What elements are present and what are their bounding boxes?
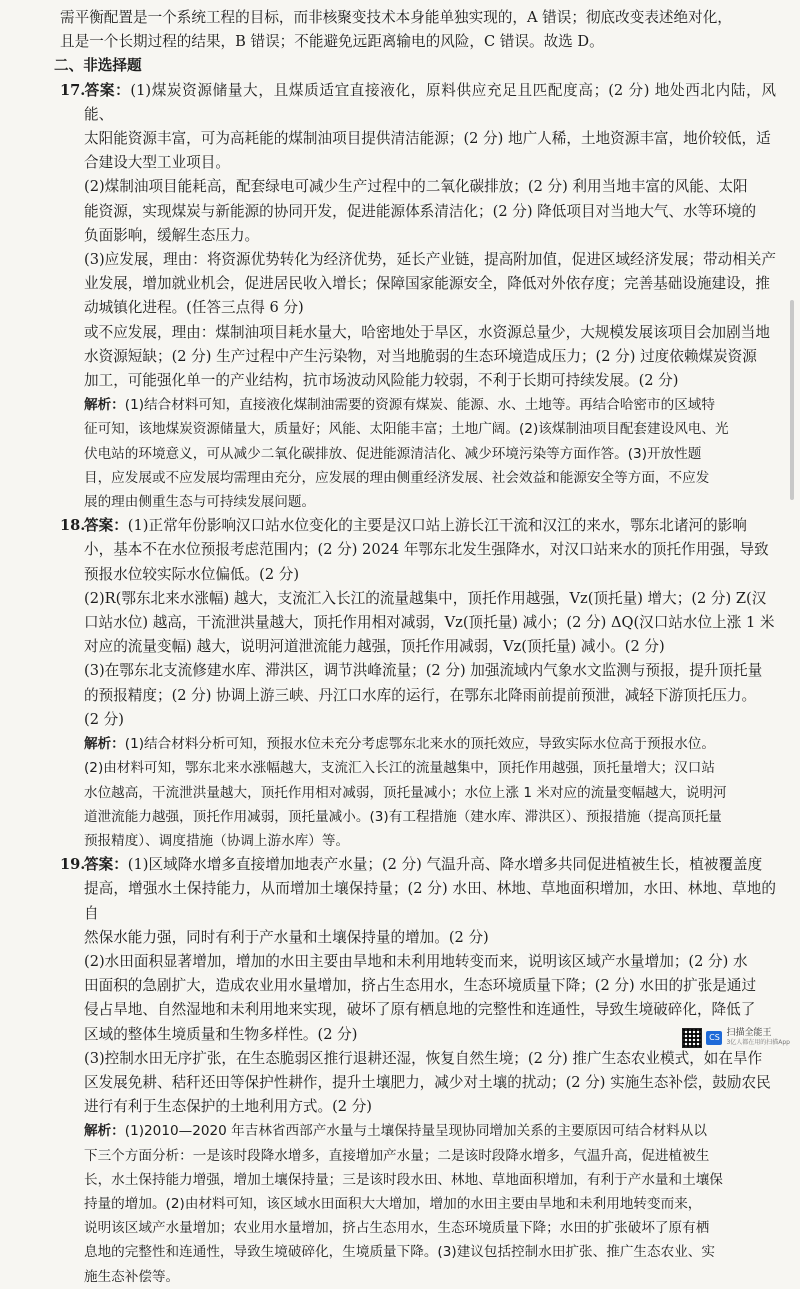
answer-line: 对应的流量变幅) 越大，说明河道泄流能力越强，顶托作用减弱，Vz(顶托量) 减小。(2 分) — [84, 638, 665, 656]
answer-line: 水资源短缺；(2 分) 生产过程中产生污染物，对当地脆弱的生态环境造成压力；(2 分) 过度依赖煤炭资源 — [84, 347, 757, 365]
answer-line: 的预报精度；(2 分) 协调上游三峡、丹江口水库的运行，在鄂东北降雨前提前预泄，减轻下游顶托压力。 — [84, 686, 757, 704]
answer-label: 答案： — [84, 517, 128, 535]
qr-code-icon — [682, 1028, 702, 1048]
analysis-line: 施生态补偿等。 — [84, 1268, 180, 1285]
answer-line: (3)应发展，理由：将资源优势转化为经济优势，延长产业链，提高附加值，促进区域经济发展；带动相关产 — [84, 251, 776, 269]
analysis-line: 下三个方面分析：一是该时段降水增多，直接增加产水量；二是该时段降水增多，气温升高，促进植被生 — [84, 1147, 710, 1164]
analysis-line: 道泄流能力越强，顶托作用减弱，顶托量减小。(3)有工程措施（建水库、滞洪区）、预报措施（提高顶托量 — [84, 808, 722, 825]
answer-line: 能资源，实现煤炭与新能源的协同开发，促进能源体系清洁化；(2 分) 降低项目对当地大气、水等环境的 — [84, 202, 757, 220]
answer-line: (3)在鄂东北支流修建水库、滞洪区，调节洪峰流量；(2 分) 加强流域内气象水文监测与预报，提升顶托量 — [84, 662, 763, 680]
scanner-watermark — [682, 1028, 790, 1048]
answer-line: 合建设大型工业项目。 — [84, 154, 230, 172]
question-19 — [60, 853, 776, 1289]
answer-line: 提高，增强水土保持能力，从而增加土壤保持量；(2 分) 水田、林地、草地面积增加，水田、林地、草地的自 — [84, 880, 776, 922]
question-number: 17. — [60, 81, 86, 99]
question-number: 19. — [60, 856, 86, 874]
section-title: 二、非选择题 — [54, 57, 142, 75]
answer-line: 小，基本不在水位预报考虑范围内；(2 分) 2024 年鄂东北发生强降水，对汉口站来水的顶托作用强，导致 — [84, 541, 769, 559]
answer-line: 侵占旱地、自然湿地和未利用地来实现，破坏了原有栖息地的完整性和连通性，导致生境破碎化，降低了 — [84, 1001, 756, 1019]
answer-line: (2)水田面积显著增加，增加的水田主要由旱地和未利用地转变而来，说明该区域产水量增加；(2 分) 水 — [84, 952, 748, 970]
question-17 — [60, 79, 776, 515]
analysis-line: 伏电站的环境意义，可从减少二氧化碳排放、促进能源清洁化、减少环境污染等方面作答。(3)开放性题 — [84, 445, 702, 462]
watermark-text — [726, 1028, 790, 1048]
analysis-label: 解析： — [84, 397, 125, 414]
analysis-line: 说明该区域产水量增加；农业用水量增加，挤占生态用水，生态环境质量下降；水田的扩张破坏了原有栖 — [84, 1220, 710, 1237]
intro-line-2: 且是一个长期过程的结果，B 错误；不能避免远距离输电的风险，C 错误。故选 D。 — [60, 33, 604, 51]
analysis-line: 持量的增加。(2)由材料可知，该区域水田面积大大增加，增加的水田主要由旱地和未利用地转变而来， — [84, 1195, 702, 1212]
answer-line: 太阳能资源丰富，可为高耗能的煤制油项目提供清洁能源；(2 分) 地广人稀，土地资源丰富，地价较低，适 — [84, 130, 771, 148]
answer-line: 业发展，增加就业机会，促进居民收入增长；保障国家能源安全，降低对外依存度；完善基础设施建设，推 — [84, 275, 770, 293]
answer-line: (2)R(鄂东北来水涨幅) 越大，支流汇入长江的流量越集中，顶托作用越强，Vz(顶托量) 增大；(2 分) Z(汉 — [84, 589, 767, 607]
answer-line: 预报水位较实际水位偏低。(2 分) — [84, 565, 300, 583]
answer-line: (2 分) — [84, 710, 124, 728]
analysis-label: 解析： — [84, 736, 125, 753]
question-18 — [60, 514, 776, 853]
question-number: 18. — [60, 517, 86, 535]
watermark-subtext: 3亿人都在用的扫描App — [726, 1039, 790, 1046]
analysis-line: 预报精度）、调度措施（协调上游水库）等。 — [84, 832, 350, 849]
answer-line: 进行有利于生态保护的土地利用方式。(2 分) — [84, 1098, 373, 1116]
scrollbar[interactable] — [790, 300, 794, 500]
analysis-line: 水位越高，干流泄洪量越大，顶托作用相对减弱，顶托量减小；水位上涨 1 米对应的流量变幅越大，说明河 — [84, 784, 727, 801]
answer-line: 然保水能力强，同时有利于产水量和土壤保持量的增加。(2 分) — [84, 928, 489, 946]
answer-line: 动城镇化进程。(任答三点得 6 分) — [84, 299, 304, 317]
watermark-brand: 扫描全能王 — [726, 1028, 772, 1038]
answer-line: (1)煤炭资源储量大，且煤质适宜直接液化，原料供应充足且匹配度高；(2 分) 地处西北内陆，风能、 — [84, 81, 776, 123]
answer-label: 答案： — [84, 856, 128, 874]
answer-line: 或不应发展，理由：煤制油项目耗水量大，哈密地处于旱区，水资源总量少，大规模发展该项目会加剧当地 — [84, 323, 770, 341]
answer-line: (2)煤制油项目能耗高，配套绿电可减少生产过程中的二氧化碳排放；(2 分) 利用当地丰富的风能、太阳 — [84, 178, 748, 196]
intro-line-1: 需平衡配置是一个系统工程的目标，而非核聚变技术本身能单独实现的，A 错误；彻底改变表述绝对化， — [60, 9, 732, 26]
answer-line: 负面影响，缓解生态压力。 — [84, 226, 260, 244]
analysis-line: 展的理由侧重生态与可持续发展问题。 — [84, 494, 316, 511]
analysis-line: (1)结合材料分析可知，预报水位未充分考虑鄂东北来水的顶托效应，导致实际水位高于预报水位。 — [124, 736, 715, 753]
answer-line: 口站水位) 越高，干流泄洪量越大，顶托作用相对减弱，Vz(顶托量) 减小；(2 分) ΔQ(汉口站水位上涨 1 米 — [84, 614, 775, 632]
analysis-line: 征可知，该地煤炭资源储量大，质量好；风能、太阳能丰富；土地广阔。(2)该煤制油项目配套建设风电、光 — [84, 421, 729, 438]
answer-line: (1)区域降水增多直接增加地表产水量；(2 分) 气温升高、降水增多共同促进植被生长，植被覆盖度 — [127, 856, 763, 874]
analysis-line: (1)2010—2020 年吉林省西部产水量与土壤保持量呈现协同增加关系的主要原因可结合材料从以 — [124, 1123, 707, 1140]
answer-line: (1)正常年份影响汉口站水位变化的主要是汉口站上游长江干流和汉江的来水，鄂东北诸河的影响 — [127, 517, 747, 535]
answer-line: 区域的整体生境质量和生物多样性。(2 分) — [84, 1025, 358, 1043]
analysis-label: 解析： — [84, 1123, 125, 1140]
document-page — [54, 6, 776, 1289]
answer-label: 答案： — [84, 81, 131, 99]
answer-line: 田面积的急剧扩大，造成农业用水量增加，挤占生态用水，生态环境质量下降；(2 分) 水田的扩张是通过 — [84, 977, 757, 995]
analysis-line: (2)由材料可知，鄂东北来水涨幅越大，支流汇入长江的流量越集中，顶托作用越强，顶托量增大；汉口站 — [84, 760, 715, 777]
answer-line: (3)控制水田无序扩张，在生态脆弱区推行退耕还湿，恢复自然生境；(2 分) 推广生态农业模式，如在旱作 — [84, 1049, 763, 1067]
answer-line: 区发展免耕、秸秆还田等保护性耕作，提升土壤肥力，减少对土壤的扰动；(2 分) 实施生态补偿，鼓励农民 — [84, 1073, 771, 1091]
camscanner-logo-icon: CS — [706, 1031, 722, 1045]
analysis-line: 息地的完整性和连通性，导致生境破碎化，生境质量下降。(3)建议包括控制水田扩张、推广生态农业、实 — [84, 1244, 715, 1261]
analysis-line: 目，应发展或不应发展均需理由充分，应发展的理由侧重经济发展、社会效益和能源安全等方面，不应发 — [84, 469, 710, 486]
analysis-line: 长，水土保持能力增强，增加土壤保持量；三是该时段水田、林地、草地面积增加，有利于产水量和土壤保 — [84, 1171, 723, 1188]
analysis-line: (1)结合材料可知，直接液化煤制油需要的资源有煤炭、能源、水、土地等。再结合哈密市的区域特 — [124, 397, 715, 414]
answer-line: 加工，可能强化单一的产业结构，抗市场波动风险能力较弱，不利于长期可持续发展。(2 分) — [84, 372, 679, 390]
